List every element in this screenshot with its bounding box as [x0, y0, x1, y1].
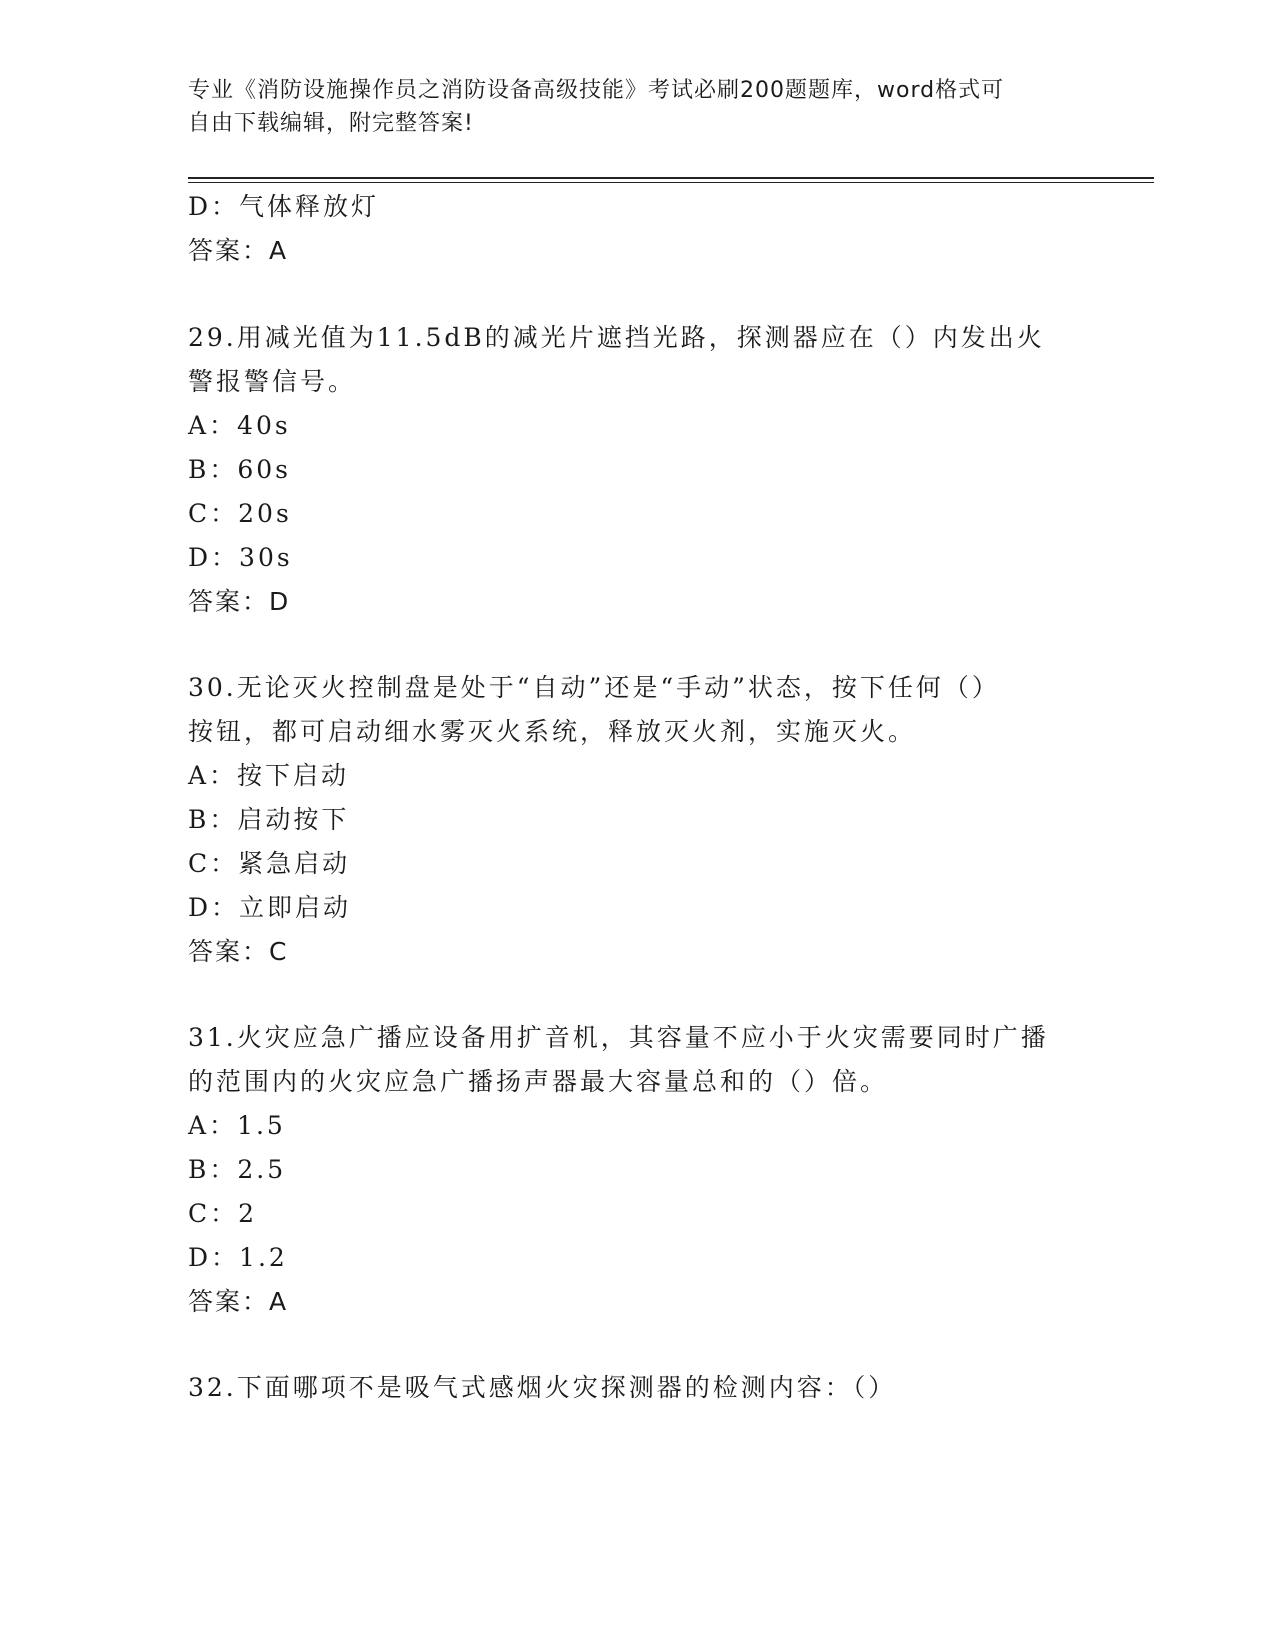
q30-option-a: A：按下启动	[188, 761, 350, 790]
q29-option-a: A：40s	[188, 411, 291, 440]
header-rule-thick	[188, 177, 1154, 179]
q31-option-d: D：1.2	[188, 1243, 288, 1272]
document-header	[188, 74, 1088, 140]
q29-stem-line-1: 29.用减光值为11.5dB的减光片遮挡光路，探测器应在（）内发出火	[188, 323, 1045, 352]
q30-stem-line-2: 按钮，都可启动细水雾灭火系统，释放灭火剂，实施灭火。	[188, 717, 917, 746]
header-line-1: 专业《消防设施操作员之消防设备高级技能》考试必刷200题题库，word格式可	[188, 78, 1005, 103]
q29-option-b: B：60s	[188, 455, 292, 484]
q30-stem-line-1: 30.无论灭火控制盘是处于“自动”还是“手动”状态，按下任何（）	[188, 673, 1000, 702]
q32-stem-line-1: 32.下面哪项不是吸气式感烟火灾探测器的检测内容：（）	[188, 1373, 897, 1402]
q31-option-c: C：2	[188, 1199, 258, 1228]
q31-stem-line-2: 的范围内的火灾应急广播扬声器最大容量总和的（）倍。	[188, 1067, 889, 1096]
q30-answer: 答案：C	[188, 937, 289, 966]
q31-stem-line-1: 31.火灾应急广播应设备用扩音机，其容量不应小于火灾需要同时广播	[188, 1023, 1049, 1052]
prev-answer: 答案：A	[188, 236, 289, 265]
q30-option-b: B：启动按下	[188, 805, 350, 834]
q31-option-b: B：2.5	[188, 1155, 287, 1184]
q29-answer: 答案：D	[188, 587, 291, 616]
q30-option-d: D：立即启动	[188, 893, 352, 922]
q31-answer: 答案：A	[188, 1287, 289, 1316]
q29-stem-line-2: 警报警信号。	[188, 367, 357, 396]
prev-option-d: D：气体释放灯	[188, 192, 380, 221]
q29-option-c: C：20s	[188, 499, 292, 528]
q29-option-d: D：30s	[188, 543, 293, 572]
q31-option-a: A：1.5	[188, 1111, 286, 1140]
header-line-2: 自由下载编辑，附完整答案!	[188, 111, 474, 136]
header-rule-thin	[188, 182, 1154, 183]
q30-option-c: C：紧急启动	[188, 849, 351, 878]
